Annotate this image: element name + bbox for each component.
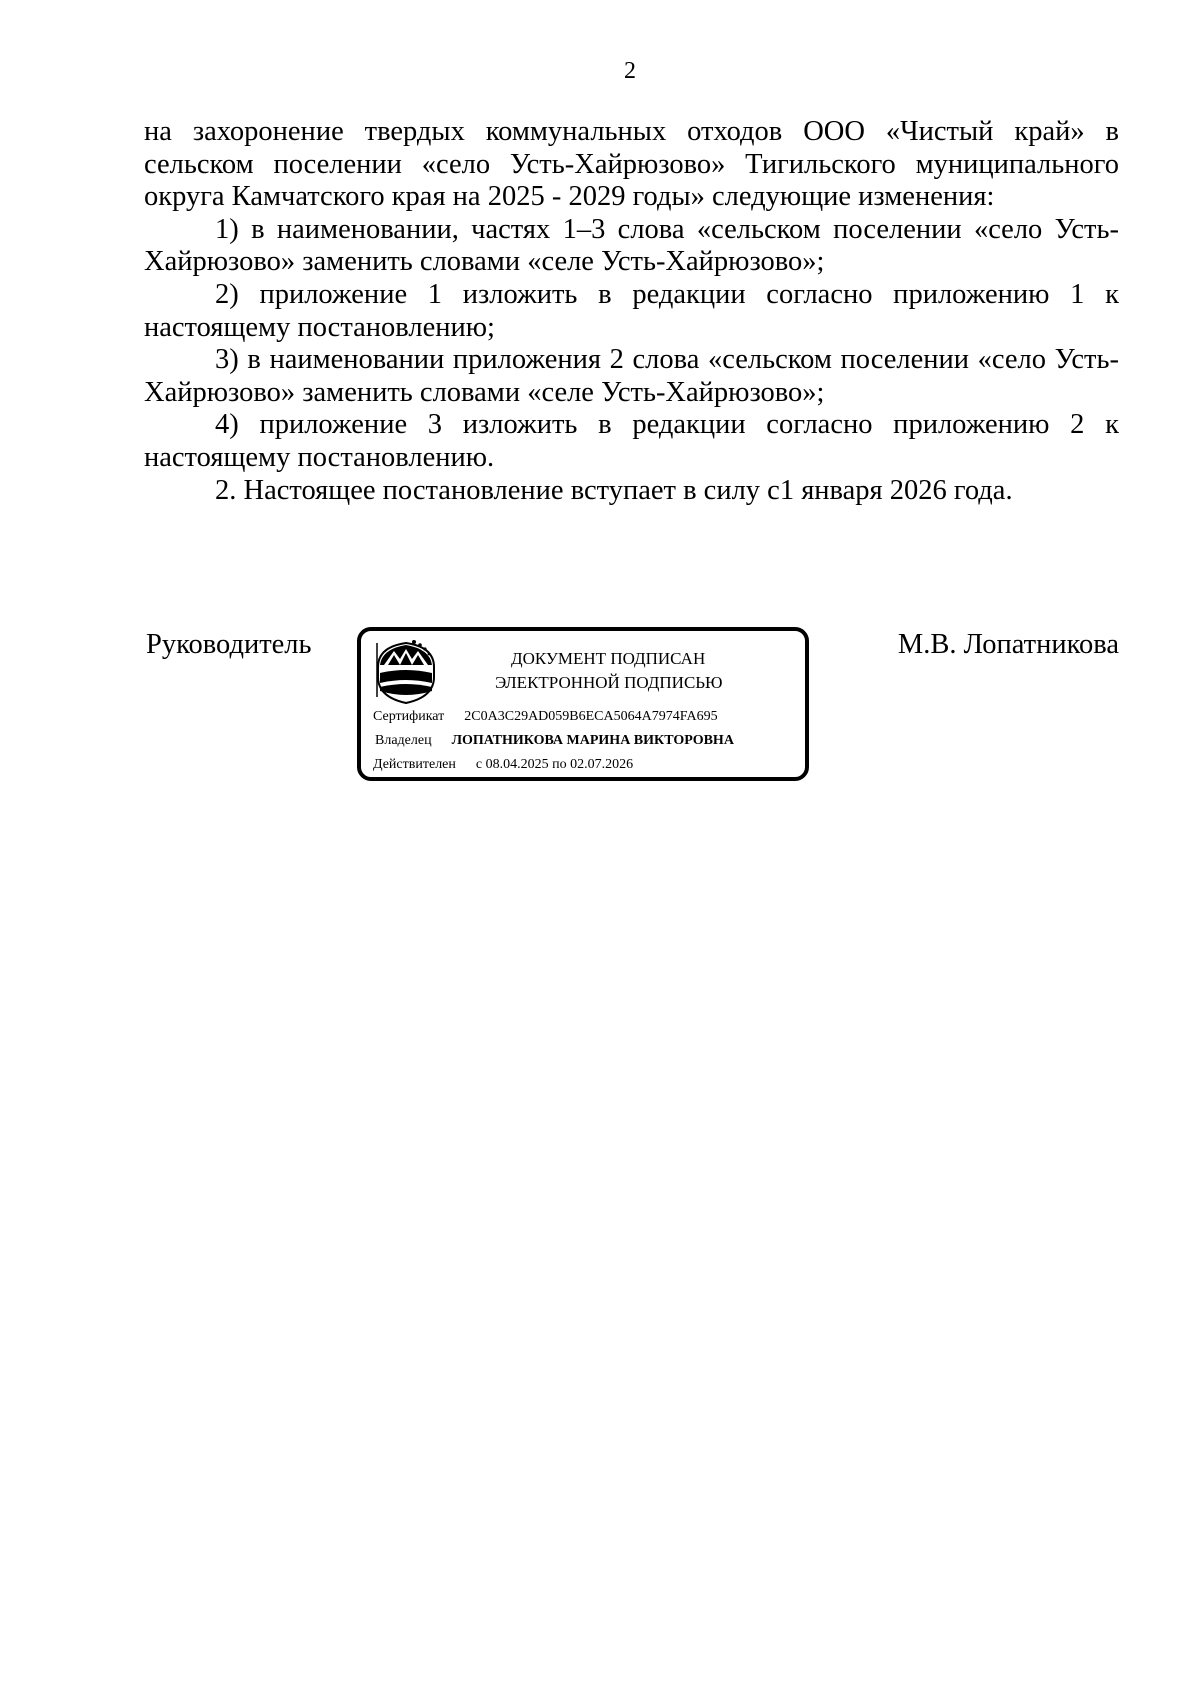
- certificate-value: 2C0A3C29AD059B6ECA5064A7974FA695: [464, 709, 718, 724]
- stamp-title-line-2: ЭЛЕКТРОННОЙ ПОДПИСЬЮ: [495, 673, 723, 692]
- paragraph-item-2: 2) приложение 1 изложить в редакции согласно приложению 1 к настоящему постановлению;: [144, 278, 1119, 343]
- validity-label: Действителен: [373, 757, 456, 772]
- signer-role: Руководитель: [146, 629, 312, 660]
- stamp-owner-row: [375, 732, 734, 750]
- stamp-title: [495, 647, 811, 695]
- stamp-certificate-row: [373, 708, 718, 726]
- kamchatka-coat-of-arms-icon: [374, 637, 438, 705]
- certificate-label: Сертификат: [373, 709, 445, 724]
- signer-name: М.В. Лопатникова: [897, 629, 1119, 660]
- document-body: [144, 116, 1119, 507]
- paragraph-item-4: 4) приложение 3 изложить в редакции согласно приложению 2 к настоящему постановлению.: [144, 409, 1119, 473]
- paragraph-item-3: 3) в наименовании приложения 2 слова «сельском поселении «село Усть-Хайрюзово» заменить словами «селе Усть-Хайрюзово»;: [144, 344, 1119, 408]
- validity-value: с 08.04.2025 по 02.07.2026: [475, 757, 634, 772]
- owner-value: ЛОПАТНИКОВА МАРИНА ВИКТОРОВНА: [451, 733, 734, 748]
- paragraph-item-1: 1) в наименовании, частях 1–3 слова «сельском поселении «село Усть-Хайрюзово» заменить словами «селе Усть-Хайрюзово»;: [144, 213, 1119, 278]
- stamp-title-line-1: ДОКУМЕНТ ПОДПИСАН: [511, 649, 706, 668]
- paragraph-continuation: на захоронение твердых коммунальных отходов ООО «Чистый край» в сельском поселении «село Усть-Хайрюзово» Тигильского муниципального округа Камчатского края на 2025 - 2029 годы» следующие изменения:: [144, 116, 1119, 213]
- page-number: 2: [624, 58, 636, 84]
- owner-label: Владелец: [375, 733, 432, 748]
- paragraph-effective-date: 2. Настоящее постановление вступает в силу с1 января 2026 года.: [215, 474, 1013, 506]
- stamp-validity-row: [373, 756, 633, 774]
- electronic-signature-stamp: [357, 627, 809, 781]
